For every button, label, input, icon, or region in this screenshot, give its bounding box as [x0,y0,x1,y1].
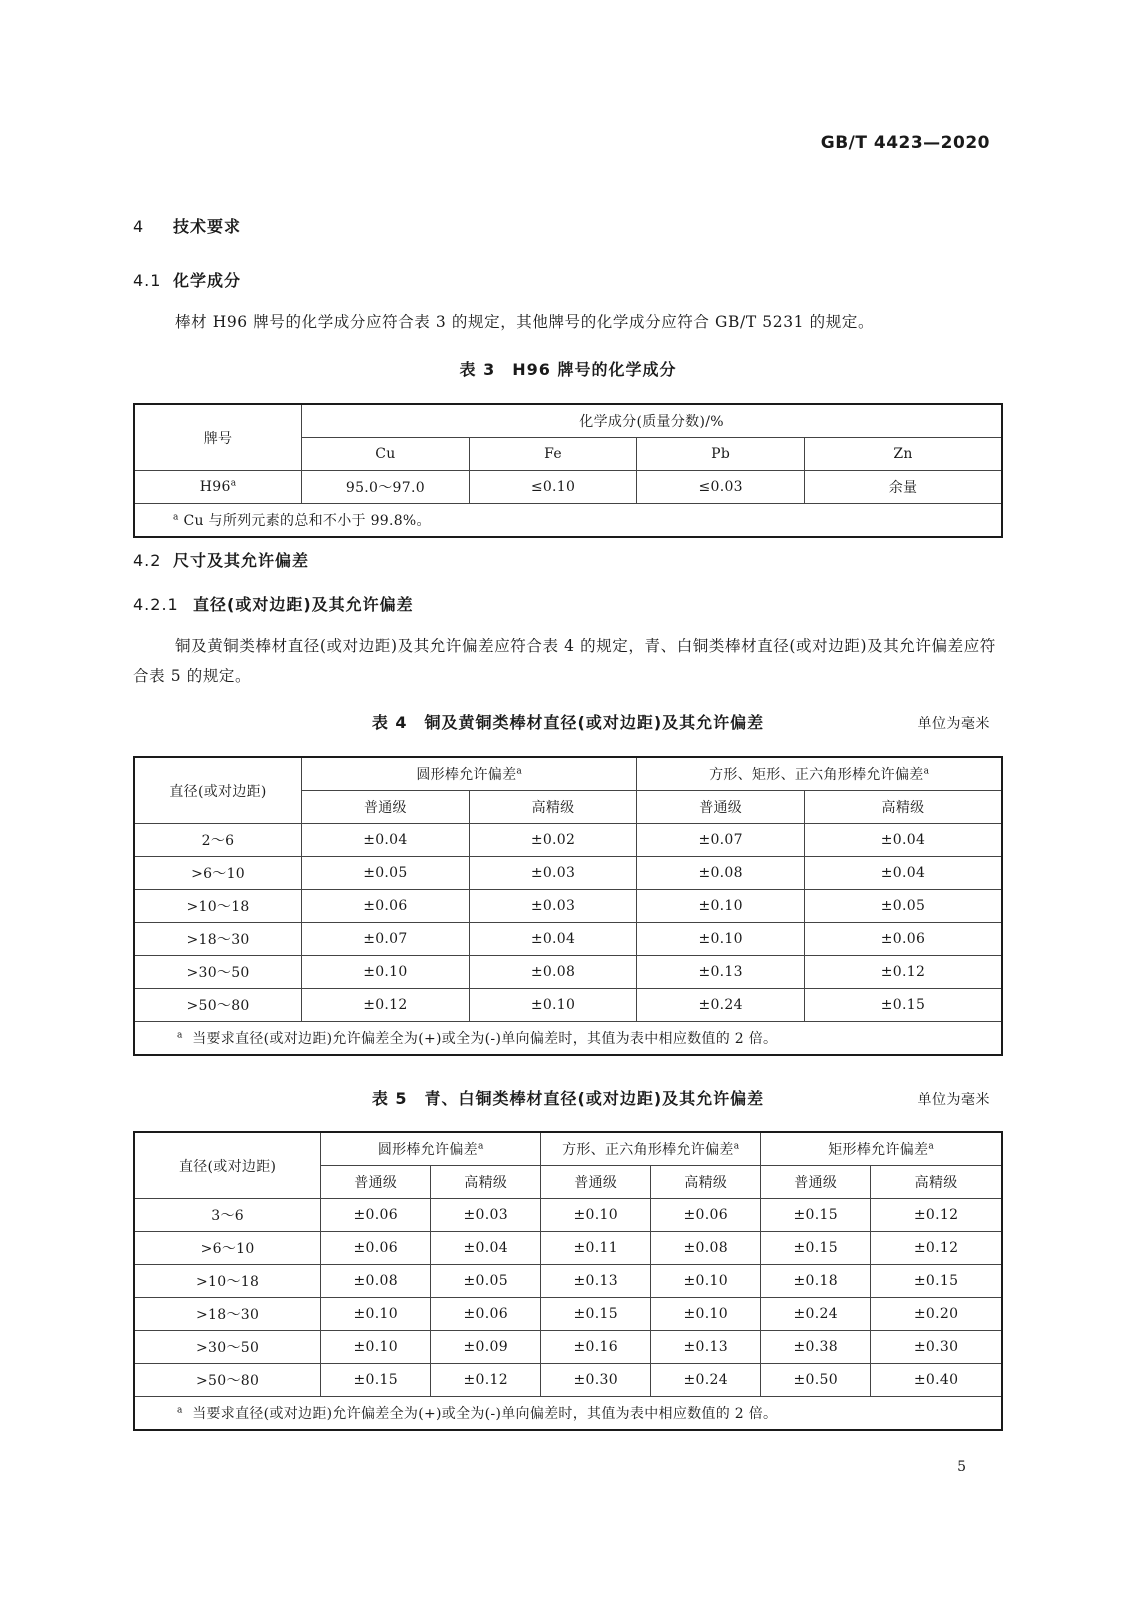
section-title: 尺寸及其允许偏差 [173,551,310,570]
header-zn: Zn [804,438,1002,471]
table-4-title: 表 4 铜及黄铜类棒材直径(或对边距)及其允许偏差 [371,713,765,732]
header-diameter: 直径(或对边距) [134,1132,321,1199]
diameter-range-cell: >50～80 [134,989,302,1022]
grade-cell [134,471,302,504]
subheader-normal: 普通级 [302,791,470,824]
subheader-normal: 普通级 [541,1166,651,1199]
section-4-2-1-paragraph: 铜及黄铜类棒材直径(或对边距)及其允许偏差应符合表 4 的规定，青、白铜类棒材直径(或对边距)及其允许偏差应符合表 5 的规定。 [133,637,996,685]
tolerance-cell: ±0.10 [637,890,805,923]
section-number: 4.2.1 [133,595,179,614]
footnote-marker: a [516,766,523,777]
table-row [134,824,1002,857]
table-row [134,1364,1002,1397]
header-chemical-composition: 化学成分(质量分数)/% [302,404,1002,438]
group-label: 圆形棒允许偏差 [416,767,517,783]
tolerance-cell: ±0.10 [651,1298,761,1331]
tolerance-cell: ±0.50 [761,1364,871,1397]
tolerance-cell: ±0.06 [321,1199,431,1232]
tolerance-cell: ±0.03 [469,857,637,890]
table-3-title: 表 3 H96 牌号的化学成分 [459,360,677,379]
table-row [134,1331,1002,1364]
note-text: Cu 与所列元素的总和不小于 99.8%。 [183,513,431,529]
diameter-range-cell: >30～50 [134,956,302,989]
footnote-marker: a [477,1141,484,1152]
tolerance-cell: ±0.20 [871,1298,1002,1331]
table-row [134,471,1002,504]
section-4-1-paragraph: 棒材 H96 牌号的化学成分应符合表 3 的规定，其他牌号的化学成分应符合 GB/T 5231 的规定。 [175,313,875,331]
tolerance-cell: ±0.13 [541,1265,651,1298]
section-number: 4.2 [133,551,162,570]
tolerance-cell: ±0.13 [651,1331,761,1364]
standard-code: GB/T 4423—2020 [820,133,990,153]
tolerance-cell: ±0.04 [469,923,637,956]
group-label: 矩形棒允许偏差 [828,1142,929,1158]
tolerance-cell: ±0.16 [541,1331,651,1364]
tolerance-cell: ±0.15 [541,1298,651,1331]
table-note [134,1397,1002,1431]
subheader-high-precision: 高精级 [431,1166,541,1199]
section-title: 化学成分 [173,271,242,290]
section-number: 4 [133,217,145,236]
note-text: 当要求直径(或对边距)允许偏差全为(+)或全为(-)单向偏差时，其值为表中相应数值的 2 倍。 [192,1031,778,1047]
tolerance-cell: ±0.38 [761,1331,871,1364]
tolerance-cell: ±0.15 [321,1364,431,1397]
tolerance-cell: ±0.04 [804,857,1002,890]
table-4-unit: 单位为毫米 [917,716,990,732]
section-4-heading [133,214,241,237]
table-row [134,956,1002,989]
group-label: 方形、正六角形棒允许偏差 [562,1142,734,1158]
table-row [134,1298,1002,1331]
tolerance-cell: ±0.02 [469,824,637,857]
diameter-range-cell: 2～6 [134,824,302,857]
header-square-hex-bar [541,1132,761,1166]
header-round-bar [302,757,637,791]
tolerance-cell: ±0.13 [637,956,805,989]
grade-value: H96 [199,479,231,495]
tolerance-cell: ±0.12 [871,1232,1002,1265]
group-label: 方形、矩形、正六角形棒允许偏差 [709,767,924,783]
table-3 [133,403,1003,538]
footnote-marker: a [177,1030,183,1041]
tolerance-cell: ±0.06 [804,923,1002,956]
tolerance-cell: ±0.15 [761,1199,871,1232]
header-cu: Cu [302,438,470,471]
cell: 余量 [804,471,1002,504]
table-row [134,989,1002,1022]
subheader-normal: 普通级 [637,791,805,824]
footnote-marker: a [177,1405,183,1416]
tolerance-cell: ±0.10 [302,956,470,989]
diameter-range-cell: >18～30 [134,923,302,956]
tolerance-cell: ±0.12 [804,956,1002,989]
tolerance-cell: ±0.03 [469,890,637,923]
diameter-range-cell: >10～18 [134,1265,321,1298]
subheader-high-precision: 高精级 [651,1166,761,1199]
tolerance-cell: ±0.15 [871,1265,1002,1298]
tolerance-cell: ±0.12 [302,989,470,1022]
table-5-title: 表 5 青、白铜类棒材直径(或对边距)及其允许偏差 [371,1089,765,1108]
subheader-normal: 普通级 [761,1166,871,1199]
table-row [134,890,1002,923]
footnote-marker: a [230,478,237,489]
tolerance-cell: ±0.10 [637,923,805,956]
tolerance-cell: ±0.12 [871,1199,1002,1232]
table-5-unit: 单位为毫米 [917,1092,990,1108]
footnote-marker: a [733,1141,740,1152]
subheader-normal: 普通级 [321,1166,431,1199]
header-diameter: 直径(或对边距) [134,757,302,824]
tolerance-cell: ±0.04 [431,1232,541,1265]
tolerance-cell: ±0.05 [804,890,1002,923]
cell: ≤0.10 [469,471,637,504]
tolerance-cell: ±0.18 [761,1265,871,1298]
diameter-range-cell: >30～50 [134,1331,321,1364]
tolerance-cell: ±0.09 [431,1331,541,1364]
footnote-marker: a [173,512,179,523]
page-number: 5 [957,1459,966,1475]
cell: ≤0.03 [637,471,805,504]
tolerance-cell: ±0.10 [541,1199,651,1232]
section-title: 直径(或对边距)及其允许偏差 [193,595,414,614]
footnote-marker: a [923,766,930,777]
tolerance-cell: ±0.10 [469,989,637,1022]
tolerance-cell: ±0.08 [651,1232,761,1265]
tolerance-cell: ±0.24 [761,1298,871,1331]
tolerance-cell: ±0.06 [431,1298,541,1331]
tolerance-cell: ±0.12 [431,1364,541,1397]
tolerance-cell: ±0.04 [302,824,470,857]
table-4 [133,756,1003,1056]
tolerance-cell: ±0.40 [871,1364,1002,1397]
tolerance-cell: ±0.05 [302,857,470,890]
subheader-high-precision: 高精级 [469,791,637,824]
tolerance-cell: ±0.30 [871,1331,1002,1364]
tolerance-cell: ±0.11 [541,1232,651,1265]
table-row [134,923,1002,956]
group-label: 圆形棒允许偏差 [377,1142,478,1158]
footnote-marker: a [928,1141,934,1152]
tolerance-cell: ±0.06 [321,1232,431,1265]
table-row [134,1199,1002,1232]
section-4-1-heading [133,268,241,291]
table-5 [133,1131,1003,1431]
tolerance-cell: ±0.24 [637,989,805,1022]
table-row [134,1232,1002,1265]
diameter-range-cell: >6～10 [134,1232,321,1265]
tolerance-cell: ±0.07 [302,923,470,956]
table-note [134,1022,1002,1056]
diameter-range-cell: >10～18 [134,890,302,923]
section-title: 技术要求 [173,217,242,236]
tolerance-cell: ±0.15 [761,1232,871,1265]
section-4-2-1-heading [133,592,414,615]
header-round-bar [321,1132,541,1166]
header-rect-bar [761,1132,1002,1166]
tolerance-cell: ±0.07 [637,824,805,857]
tolerance-cell: ±0.08 [637,857,805,890]
table-row [134,857,1002,890]
header-grade: 牌号 [134,404,302,471]
header-square-rect-hex-bar [637,757,1002,791]
diameter-range-cell: >50～80 [134,1364,321,1397]
tolerance-cell: ±0.10 [321,1298,431,1331]
section-4-2-heading [133,548,309,571]
tolerance-cell: ±0.30 [541,1364,651,1397]
tolerance-cell: ±0.08 [321,1265,431,1298]
tolerance-cell: ±0.15 [804,989,1002,1022]
diameter-range-cell: 3～6 [134,1199,321,1232]
tolerance-cell: ±0.08 [469,956,637,989]
diameter-range-cell: >6～10 [134,857,302,890]
table-row [134,1265,1002,1298]
header-pb: Pb [637,438,805,471]
table-note [134,504,1002,538]
tolerance-cell: ±0.03 [431,1199,541,1232]
header-fe: Fe [469,438,637,471]
cell: 95.0～97.0 [302,471,470,504]
tolerance-cell: ±0.05 [431,1265,541,1298]
tolerance-cell: ±0.06 [651,1199,761,1232]
subheader-high-precision: 高精级 [804,791,1002,824]
tolerance-cell: ±0.04 [804,824,1002,857]
note-text: 当要求直径(或对边距)允许偏差全为(+)或全为(-)单向偏差时，其值为表中相应数值的 2 倍。 [192,1406,778,1422]
tolerance-cell: ±0.10 [651,1265,761,1298]
subheader-high-precision: 高精级 [871,1166,1002,1199]
tolerance-cell: ±0.06 [302,890,470,923]
tolerance-cell: ±0.10 [321,1331,431,1364]
tolerance-cell: ±0.24 [651,1364,761,1397]
section-number: 4.1 [133,271,162,290]
diameter-range-cell: >18～30 [134,1298,321,1331]
